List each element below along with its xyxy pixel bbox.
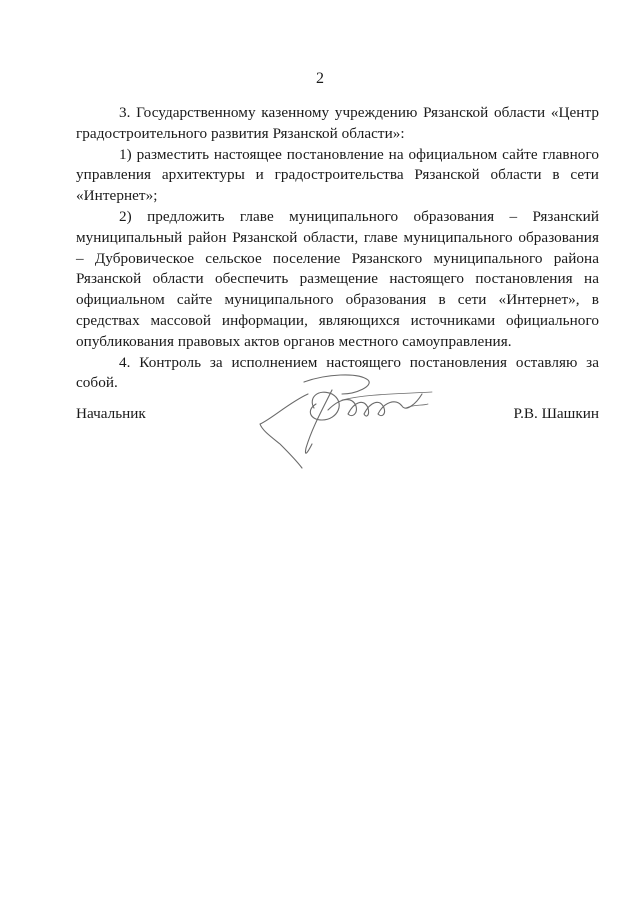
handwritten-signature <box>256 364 446 474</box>
document-body <box>76 103 599 394</box>
paragraph-item-4: 4. Контроль за исполнением настоящего постановления оставляю за собой. <box>76 353 599 392</box>
paragraph-item-3: 3. Государственному казенному учреждению Рязанской области «Центр градостроительного развития Рязанской области»: <box>76 104 599 142</box>
position-title: Начальник <box>76 405 146 422</box>
paragraph-subitem-1: 1) разместить настоящее постановление на официальном сайте главного управления архитектуры и градостроительства Рязанской области в сети «Интернет»; <box>76 145 599 205</box>
signer-name: Р.В. Шашкин <box>513 405 599 422</box>
paragraph-subitem-2: 2) предложить главе муниципального образования – Рязанский муниципальный район Рязанской области, главе муниципального образования – Дубровическое сельское поселение Рязанского муниципального района Рязанской области обеспечить размещение настоящего постановления на официальном сайте муниципального образования в сети «Интернет», в средствах массовой информации, являющихся источниками официального опубликования правовых актов органов местного самоуправления. <box>76 207 599 350</box>
page-number: 2 <box>316 70 324 87</box>
